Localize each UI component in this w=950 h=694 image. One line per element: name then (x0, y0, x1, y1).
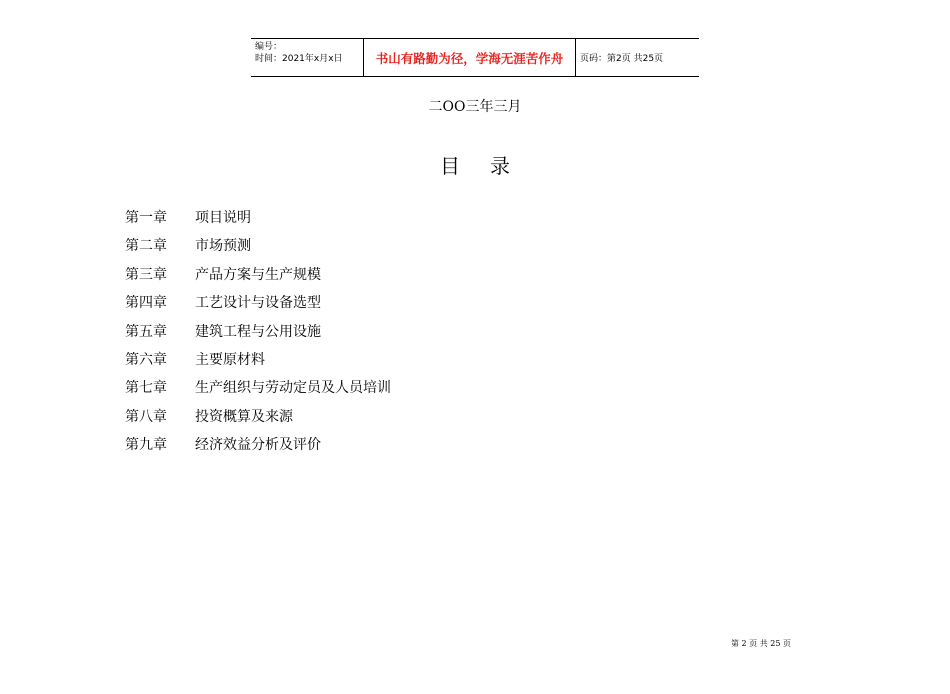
document-number-label: 编号： (255, 42, 283, 52)
header-page-info: 页码：第2页 共25页 (580, 54, 664, 64)
toc-chapter-number: 第八章 (125, 408, 167, 425)
toc-chapter-number: 第三章 (125, 266, 167, 283)
toc-chapter-number: 第四章 (125, 295, 167, 312)
header-motto: 书山有路勤为径，学海无涯苦作舟 (364, 39, 576, 76)
document-date: 二OO三年三月 (428, 99, 522, 115)
toc-chapter-title: 市场预测 (195, 238, 251, 255)
toc-chapter-number: 第二章 (125, 238, 167, 255)
toc-chapter-number: 第七章 (125, 380, 167, 397)
toc-heading: 目录 (440, 154, 540, 178)
toc-item (125, 406, 391, 434)
toc-chapter-title: 投资概算及来源 (195, 408, 293, 425)
toc-chapter-title: 经济效益分析及评价 (195, 437, 321, 454)
page-header (251, 38, 699, 77)
page-footer: 第 2 页 共 25 页 (731, 639, 791, 648)
document-time: 时间：2021年x月x日 (255, 54, 343, 64)
toc-item (125, 377, 391, 405)
toc-item (125, 321, 391, 349)
toc-chapter-title: 建筑工程与公用设施 (195, 323, 321, 340)
table-of-contents (125, 207, 391, 463)
toc-chapter-title: 项目说明 (195, 210, 251, 226)
toc-item (125, 264, 391, 292)
toc-item (125, 207, 391, 235)
toc-chapter-title: 生产组织与劳动定员及人员培训 (195, 380, 391, 397)
toc-item (125, 235, 391, 263)
toc-chapter-title: 工艺设计与设备选型 (195, 295, 321, 312)
toc-chapter-title: 产品方案与生产规模 (195, 266, 321, 283)
toc-chapter-number: 第一章 (125, 210, 167, 226)
header-meta-cell (251, 39, 364, 76)
toc-item (125, 349, 391, 377)
toc-item (125, 434, 391, 462)
toc-chapter-number: 第五章 (125, 323, 167, 340)
toc-chapter-number: 第九章 (125, 437, 167, 454)
toc-item (125, 292, 391, 320)
toc-chapter-title: 主要原材料 (195, 351, 265, 368)
toc-chapter-number: 第六章 (125, 351, 167, 368)
